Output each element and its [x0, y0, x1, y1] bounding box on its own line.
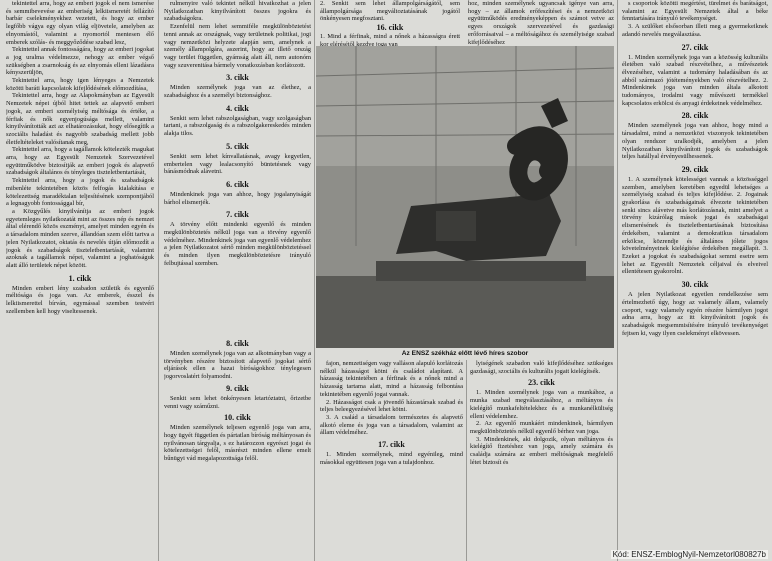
article-title: 17. cikk	[378, 440, 405, 450]
article-text: A törvény előtt mindenki egyenlő és minden megkülönböztetés nélkül joga van a törvény egyenlő védelméhez. Mindenkinek joga van egyenlő védelemhez a jelen Nyilatkozatot sértő minden megkülönböztetéssel és minden ilyen megkülönböztetésre irányuló felbujtással szemben.	[164, 221, 311, 267]
article-title: 1. cikk	[68, 273, 92, 283]
article-text: Minden emberi lény szabadon születik és egyenlő méltósága és joga van. Az emberek, ésszel és lelkiismerettel bírván, egymással szemben testvéri szellemben kell hogy viseltessenek.	[6, 284, 154, 315]
article-title: 3. cikk	[226, 73, 249, 83]
paragraph: Ezenfelül nem lehet semmiféle megkülönböztetést tenni annak az országnak, vagy területnek politikai, jogi vagy nemzetközi helyzete alapján sem, amelynek a személy állampolgára, aszerint, hogy az illető ország vagy terület független, gyámság alatt áll, nem autonóm vagy szuverenitása bármely vonatkozásban korlátozott.	[164, 23, 311, 69]
photo-top-left	[320, 0, 460, 46]
paragraph: tekintettel arra, hogy az emberi jogok el nem ismerése és semmibevevése az emberiség lelkiismeretét fellázító barbár cselekményekhez vezetett, és hogy az ember legfőbb vágya egy olyan világ eljövetele, amelyben az elnyomástól, valamint a nyomortól mentesen élő emberek szólás- és meggyőződése szabad lesz,	[6, 0, 154, 46]
column-6	[622, 0, 768, 561]
paragraph: Tekintettel arra, hogy a jogok és szabadságok mibenléte tekintetében közös felfogás kialakítása e kötelezettség maradéktalan teljesítésének szempontjából a legnagyobb fontossággal bír,	[6, 177, 154, 208]
article-text: 1. Minden személynek joga van a közösség kulturális életében való szabad részvételhez, a művészetek élvezéséhez, valamint a tudomány haladásában és az abból származó jótéteményekben való részvételhez. 2. Mindenkinek joga van minden általa alkotott tudományos, irodalmi vagy művészeti termékkel kapcsolatos erkölcsi és anyagi érdekeinek védelméhez.	[622, 53, 768, 107]
article-title: 5. cikk	[226, 141, 249, 151]
article-text: Minden személynek joga van ahhoz, hogy mind a társadalmi, mind a nemzetközi viszonyok tekintetében olyan rendszer uralkodjék, amelyben a jelen Nyilatkozatban kinyilvánított jogok és szabadságok teljes hatállyal érvényesülhessenek.	[622, 122, 768, 161]
paragraph: 1. Minden személynek joga van a munkához, a munka szabad megválasztásához, a méltányos és kielégítő munkafeltételekhez és a munkanélküliség elleni védelemhez.	[470, 389, 613, 420]
paragraph: Tekintettel arra, hogy a tagállamok kötelezték magukat arra, hogy az Egyesült Nemzetek Szervezetével együttműködve biztosítják az emberi jogok és alapvető szabadságok általános és tényleges tiszteletbentartását,	[6, 146, 154, 177]
document-code-stamp: Kód: ENSZ-EmblogNyil-Nemzetorl080827b	[612, 550, 766, 559]
paragraph: Tekintettel annak fontosságára, hogy az emberi jogokat a jog uralma védelmezze, nehogy az ember végső szükségben a zsarnokság és az elnyomás elleni lázadásra kényszerüljön,	[6, 46, 154, 77]
article-text: Senkit sem lehet rabszolgaságban, vagy szolgaságban tartani, a rabszolgaság és a rabszolgakereskedés minden alakja tilos.	[164, 114, 311, 138]
paragraph: Tekintettel arra, hogy az Alapokmányban az Egyesült Nemzetek népei újból hitet tettek az alapvető emberi jogok, az emberi személyiség méltósága és értéke, a férfiak és nők egyenjogúsága mellett, valamint kinyilvánították azt az elhatározásukat, hogy elősegítik a szociális haladást és nagyobb szabadság mellett jobb életfeltételeket valósítanak meg,	[6, 92, 154, 146]
paragraph: Tekintettel arra, hogy igen lényeges a Nemzetek közötti baráti kapcsolatok kifejlődésének előmozdítása,	[6, 77, 154, 92]
column-2	[164, 0, 311, 336]
photo-top-text	[316, 0, 614, 46]
article-text: 1. A személynek kötelességei vannak a közösséggel szemben, amelyben keretében egyedül lehetséges a személyiség szabad és teljes kifejlődése. 2. Jogainak gyakorlása és szabadságainak élvezete tekintetében senki sincs alávetve más korlátozásnak, mint amelyet a törvény kizárólag mások jogai és szabadságai elismerésének és tiszteletbentartásának biztosítása érdekében, valamint a demokratikus társadalom erkölcse, közrendje és általános jólete jogos követelményeinek kielégítése érdekében megállapít. 3. Ezeket a jogokat és szabadságokat semmi esetre sem lehet az Egyesült Nemzetek céljaival és elveivel ellentétesen gyakorolni.	[622, 175, 768, 276]
paragraph: 1. Mind a férfinak, mind a nőnek a házasságra érett kor elérésétől kezdve joga van	[320, 33, 460, 46]
article-title: 4. cikk	[226, 103, 249, 113]
article-text: Minden személynek joga van az élethez, a szabadsághoz és a személyi biztonsághoz.	[164, 84, 311, 100]
article-text: 1. Minden személynek, mind egyénileg, mind másokkal együttesen joga van a tulajdonhoz.	[320, 451, 463, 466]
column-4	[470, 360, 613, 561]
photo-top-right	[468, 0, 614, 46]
article-title: 30. cikk	[681, 280, 709, 290]
article-title: 7. cikk	[226, 210, 249, 220]
article-title: 10. cikk	[224, 413, 251, 423]
column-2-lower	[164, 336, 311, 561]
paragraph: 3. Mindenkinek, aki dolgozik, olyan méltányos és kielégítő fizetéshez van joga, amely számára és családja számára az emberi méltóságnak megfelelő létet biztosít és	[470, 435, 613, 466]
paragraph: hoz, minden személynek ugyancsak igénye van arra, hogy – az államok erőfeszítései és a nemzetközi együttműködés eredményeképpen és számot vetve az egyes országok szervezetével és gazdasági erőforrásaival – a méltóságához és személyisége szabad kifejlődéséhez	[468, 0, 614, 46]
article-title: 28. cikk	[681, 111, 709, 121]
photo-caption: Az ENSZ székház előtt lévő híres szobor	[401, 350, 529, 357]
column-divider	[314, 0, 315, 561]
paragraph: s csoportok közötti megértést, türelmet és barátságot, valamint az Egyesült Nemzetek által a béke fenntartására irányuló tevékenységet.	[622, 0, 768, 23]
paragraph: 3. A szülőket elsősorban illeti meg a gyermekeiknek adandó nevelés megválasztása.	[622, 23, 768, 38]
article-text: Minden személynek teljesen egyenlő joga van arra, hogy ügyét független és pártatlan bíróság méltányosan és nyilvánosan tárgyalja, s ez határozzon egyrészt jogai és kötelezettségei felől, másrészt minden ellene emelt bűnügyi vád megalapozottsága felől.	[164, 424, 311, 463]
column-divider	[158, 0, 159, 561]
sculpture-photo	[316, 46, 614, 348]
paragraph: a Közgyűlés kinyilvánítja az emberi jogok egyetemleges nyilatkozatát mint az összes nép és nemzet által elérendő közös eszményt, amelyet minden egyén és a társadalom minden szerve, állandóan szem előtt tartva a jelen Nyilatkozatot, oktatás és nevelés útján előmozdít a jogok és szabadságok tiszteletbentartását, valamint azoknak a tagállamok népei, valamint a joghatóságuk alatt álló területek népei között.	[6, 207, 154, 269]
paragraph: rulmenyire való tekintet nélkül hivatkozhat a jelen Nyilatkozatban kinyilvánított összes jogokra és szabadságokra.	[164, 0, 311, 23]
paragraph: 2. Házasságot csak a jövendő házastársak szabad és teljes beleegyezésével lehet kötni.	[320, 398, 463, 414]
article-title: 29. cikk	[681, 164, 709, 174]
article-text: Senkit sem lehet önkényesen letartóztatni, őrizetbe venni vagy száműzni.	[164, 394, 311, 410]
column-divider	[617, 0, 618, 561]
paragraph: 2. Senkit sem lehet állampolgárságától, sem állampolgársága megváltoztatásának jogától önkényesen megfosztani.	[320, 0, 460, 23]
column-3	[320, 360, 463, 561]
paragraph: fajon, nemzetiségen vagy valláson alapuló korlátozás nélkül házasságot kötni és családot alapítani. A házasság tekintetében a férfinak és a nőnek mind a házasság tartama alatt, mind a házasság felbontása tekintetében egyenlő jogai vannak.	[320, 360, 463, 398]
paragraph: 3. A család a társadalom természetes és alapvető alkotó eleme és joga van a társadalom, valamint az állam védelméhez.	[320, 413, 463, 437]
article-text: A jelen Nyilatkozat egyetlen rendelkezése sem értelmezhető úgy, hogy az valamely állam, valamely csoport, vagy valamely egyén részére bármilyen jogot adna arra, hogy az itt kinyilvánított jogok és szabadságok megsemmisítésére irányuló tevékenységet fejtsen ki, vagy ilyen cselekményt elkövessen.	[622, 291, 768, 337]
column-divider	[466, 360, 467, 561]
knotted-gun-sculpture-icon	[316, 46, 614, 348]
article-text: Minden személynek joga van az alkotmányban vagy a törvényben részére biztosított alapvető jogokat sértő eljárások ellen a hazai bíróságokhoz ténylegesen jogorvoslatért folyamodni.	[164, 350, 311, 381]
paragraph: lyiségének szabadon való kifejlődéséhez szükséges gazdasági, szociális és kulturális jogait kielégítsék.	[470, 360, 613, 375]
article-title: 27. cikk	[681, 42, 709, 52]
article-title: 9. cikk	[226, 383, 249, 393]
paragraph: 2. Az egyenlő munkáért mindenkinek, bármilyen megkülönböztetés nélkül egyenlő bérhez van joga.	[470, 420, 613, 435]
article-title: 6. cikk	[226, 179, 249, 189]
article-title: 8. cikk	[226, 339, 249, 348]
column-1	[6, 0, 154, 561]
article-text: Senkit sem lehet kínvallatásnak, avagy kegyetlen, embertelen vagy lealacsonyító büntetésnek vagy bánásmódnak alávetni.	[164, 152, 311, 176]
article-title: 16. cikk	[376, 23, 404, 33]
article-title: 23. cikk	[528, 378, 555, 388]
article-text: Mindenkinek joga van ahhoz, hogy jogalanyiságát bárhol elismerjék.	[164, 190, 311, 206]
